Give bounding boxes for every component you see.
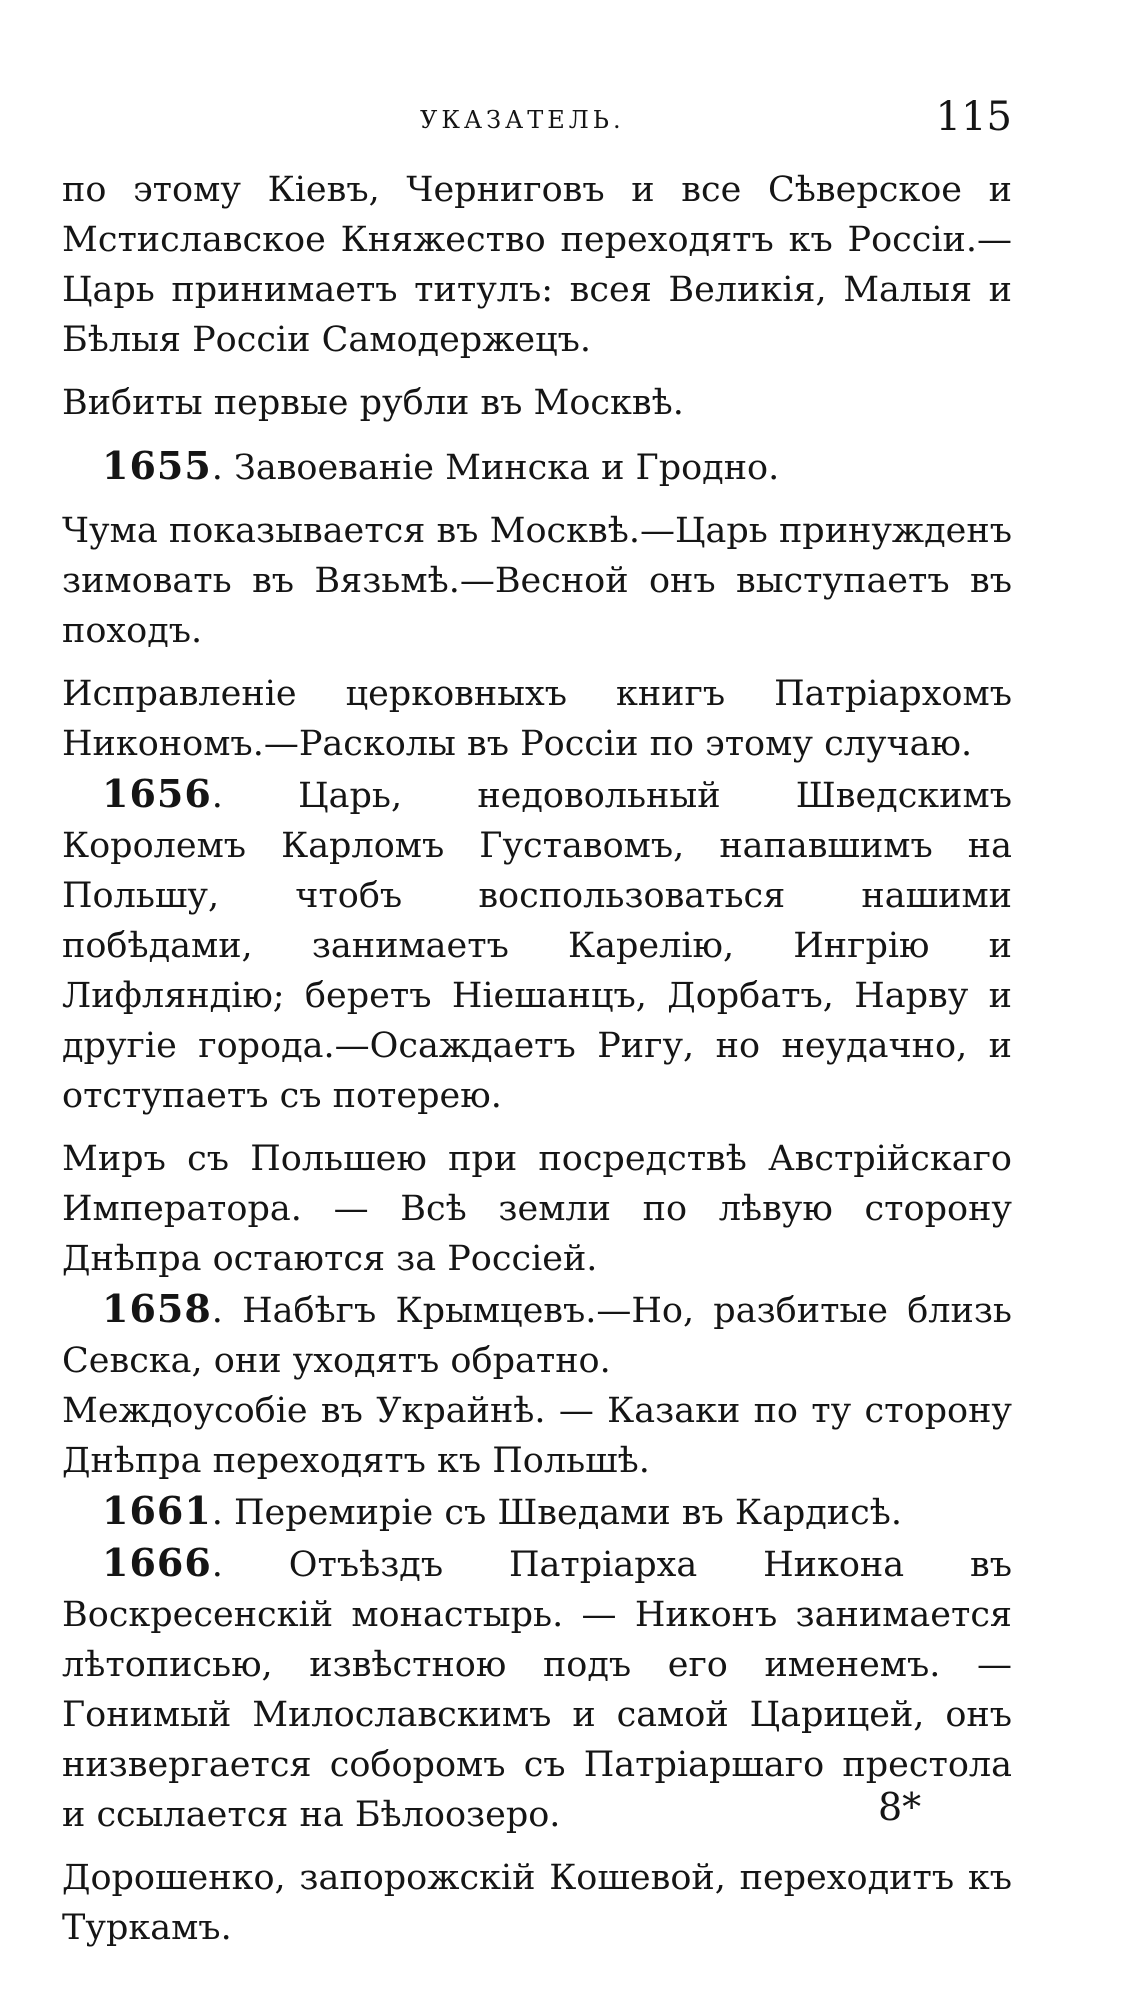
entry-text: Междоусобіе въ Украйнѣ. — Казаки по ту сторону Днѣпра переходятъ къ Польшѣ. — [62, 1391, 1012, 1481]
chronology-entry — [62, 769, 1012, 1121]
chronology-text — [62, 165, 1012, 1953]
entry-text: Дорошенко, запорожскій Кошевой, переходитъ къ Туркамъ. — [62, 1858, 1012, 1948]
entry-text: . Перемиріе съ Шведами въ Кардисѣ. — [211, 1493, 902, 1533]
entry-text: Чума показывается въ Москвѣ.—Царь принужденъ зимовать въ Вязьмѣ.—Весной онъ выступаетъ въ походъ. — [62, 511, 1012, 651]
entry-text: . Царь, недовольный Шведскимъ Королемъ Карломъ Густавомъ, напавшимъ на Польшу, чтобъ воспользоваться нашими побѣдами, занимаетъ Карелію, Ингрію и Лифляндію; беретъ Ніешанцъ, Дорбатъ, Нарву и другіе города.—Осаждаетъ Ригу, но неудачно, и отступаетъ съ потерею. — [62, 776, 1012, 1116]
entry-year: 1655 — [102, 443, 212, 488]
entry-text: . Отъѣздъ Патріарха Никона въ Воскресенскій монастырь. — Никонъ занимается лѣтописью, извѣстною подъ его именемъ. — Гонимый Милославскимъ и самой Царицей, онъ низвергается соборомъ съ Патріаршаго престола и ссылается на Бѣлоозеро. — [62, 1545, 1012, 1835]
chronology-entry — [62, 1486, 1012, 1538]
entry-year: 1666 — [102, 1540, 212, 1585]
chronology-entry — [62, 1538, 1012, 1840]
chronology-entry — [62, 441, 1012, 493]
entry-year: 1656 — [102, 771, 212, 816]
entry-text: Вибиты первые рубли въ Москвѣ. — [62, 383, 684, 423]
entry-text: . Набѣгъ Крымцевъ.—Но, разбитые близь Севска, они уходятъ обратно. — [62, 1291, 1012, 1381]
chronology-entry — [62, 378, 1012, 428]
signature-mark: 8* — [878, 1785, 922, 1829]
chronology-entry — [62, 1134, 1012, 1284]
chronology-entry — [62, 506, 1012, 656]
page-number: 115 — [935, 94, 1012, 140]
chronology-entry — [62, 165, 1012, 365]
chronology-entry — [62, 1386, 1012, 1486]
chronology-entry — [62, 1853, 1012, 1953]
chronology-entry — [62, 1284, 1012, 1386]
entry-text: по этому Кіевъ, Черниговъ и все Сѣверское и Мстиславское Княжество переходятъ къ Россіи.—Царь принимаетъ титулъ: всея Великія, Малыя и Бѣлыя Россіи Самодержецъ. — [62, 170, 1012, 360]
entry-year: 1661 — [102, 1488, 212, 1533]
running-head — [62, 94, 1012, 150]
running-title: УКАЗАТЕЛЬ. — [420, 106, 625, 134]
chronology-entry — [62, 669, 1012, 769]
entry-text: . Завоеваніе Минска и Гродно. — [211, 448, 780, 488]
entry-text: Исправленіе церковныхъ книгъ Патріархомъ Никономъ.—Расколы въ Россіи по этому случаю. — [62, 674, 1012, 764]
entry-year: 1658 — [102, 1286, 212, 1331]
entry-text: Миръ съ Польшею при посредствѣ Австрійскаго Императора. — Всѣ земли по лѣвую сторону Днѣпра остаются за Россіей. — [62, 1139, 1012, 1279]
